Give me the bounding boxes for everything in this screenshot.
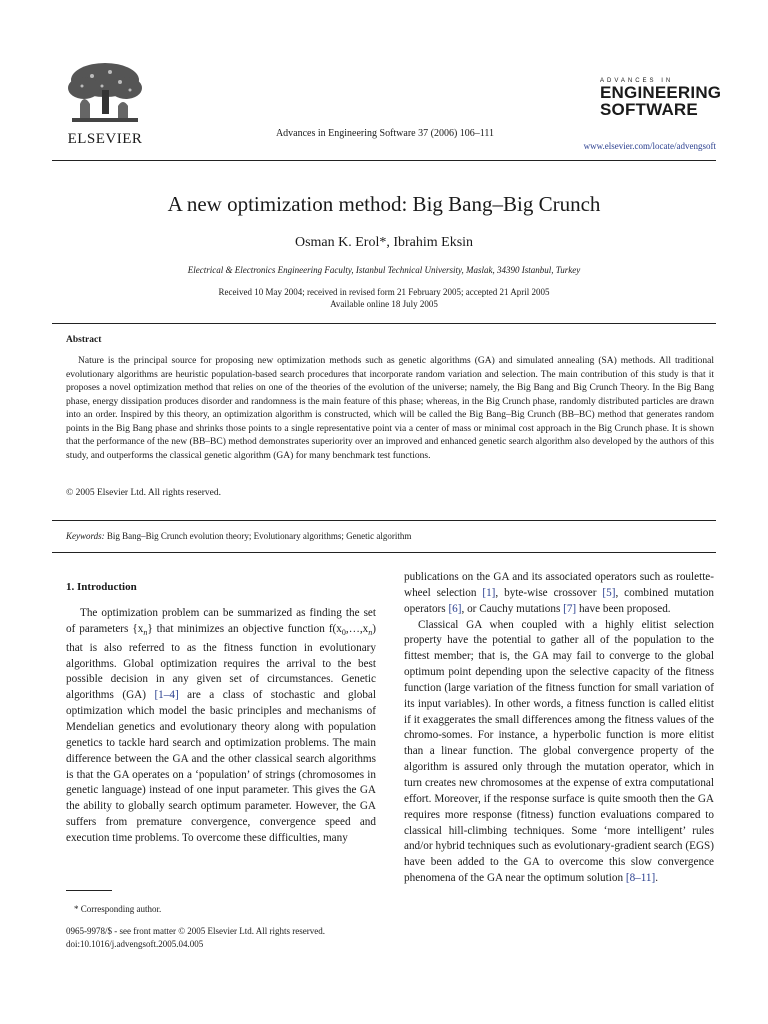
doi: doi:10.1016/j.advengsoft.2005.04.005 (66, 938, 204, 949)
elsevier-tree-logo-icon (62, 60, 148, 124)
intro-paragraph-1: The optimization problem can be summarized as finding the set of parameters $\{x_n\}$ that minimizes an objective function $f(x_0,\dots,x_n)$ that is also referred to as the fitness function in evolutionary algorithms. Global optimization requires the arrival to the best possible decision in any given set of circumstances. Genetic algorithms (GA) [1–4] are a class of stochastic and global optimization which model the basic principles and mechanisms of Mendelian genetics and evolutionary theory along with population genetics to tackle hard search and optimization problems. The main difference between the GA and the other classical search algorithms is that the GA operates on a ‘population’ of strings (chromosomes in genetic language) instead of one input parameter. This gives the GA the ability to globally search optimum parameter. However, the GA suffers from premature convergence, convergence speed and execution time problems. To overcome these difficulties, many (66, 606, 376, 844)
journal-brand-line2: SOFTWARE (600, 100, 698, 119)
keywords (66, 531, 714, 541)
publisher-logo (62, 60, 148, 148)
front-matter (66, 925, 386, 950)
journal-citation: Advances in Engineering Software 37 (2006) 106–111 (275, 128, 495, 139)
publisher-name: ELSEVIER (67, 131, 143, 147)
journal-url-link[interactable]: www.elsevier.com/locate/advengsoft (583, 141, 716, 151)
intro-paragraph-continued: publications on the GA and its associated operators such as roulette-wheel selection [1], byte-wise crossover [5], combined mutation operators [6], or Cauchy mutations [7] have been proposed. (404, 571, 714, 615)
article-title: A new optimization method: Big Bang–Big Crunch (167, 192, 601, 216)
keywords-label: Keywords: (66, 531, 105, 541)
abstract-heading: Abstract (66, 335, 102, 345)
keywords-list: Big Bang–Big Crunch evolution theory; Evolutionary algorithms; Genetic algorithm (106, 531, 412, 541)
article-dates (52, 286, 716, 310)
issn-copyright: 0965-9978/$ - see front matter © 2005 Elsevier Ltd. All rights reserved. (66, 926, 326, 936)
footnote-rule (66, 890, 112, 891)
journal-brand (600, 78, 720, 118)
journal-brand-top: ADVANCES IN (600, 78, 674, 84)
intro-paragraph-2: Classical GA when coupled with a highly elitist selection property have the potential to gather all of the population to the fittest member; that is, the GA may fail to converge to the global optimum point depending upon the selective capacity of the fitness function (large variation of the fitness function for small variation of its input variables). In other words, a fitness function is called elitist if it exaggerates the small differences among the fitness values of the chromo-somes. For instance, a hyperbolic function is more elitist than a linear function. The global convergence property of the algorithm is assured only through the mutation operator, which in turn creates new chromosomes at the expense of extra computational effort. Moreover, if the response surface is quite smooth then the GA requires more response (fitness) function evaluations compared to classical hill-climbing techniques. Some ‘more intelligent’ rules and/or hybrid techniques such as evolutionary-gradient search (EGS) have been added to the GA to overcome this slow convergence phenomena of the GA near the optimum solution [8–11]. (404, 618, 714, 885)
author-affiliation: Electrical & Electronics Engineering Faculty, Istanbul Technical University, Maslak, 34390 Istanbul, Turkey (187, 265, 581, 275)
available-online: Available online 18 July 2005 (330, 299, 438, 309)
citation-link[interactable]: [1–4] (154, 689, 179, 702)
citation-link[interactable]: [6] (448, 602, 462, 615)
citation-link[interactable]: [8–11] (625, 872, 656, 885)
received-dates: Received 10 May 2004; received in revised form 21 February 2005; accepted 21 April 2005 (218, 287, 550, 297)
keywords-rule (52, 552, 716, 553)
abstract-bottom-rule (52, 520, 716, 521)
abstract-copyright: © 2005 Elsevier Ltd. All rights reserved. (66, 488, 221, 498)
left-column (66, 580, 376, 847)
article-authors: Osman K. Erol*, Ibrahim Eksin (294, 235, 474, 250)
header-rule (52, 160, 716, 161)
corresponding-author-footnote: * Corresponding author. (74, 904, 162, 914)
citation-link[interactable]: [7] (563, 602, 577, 615)
abstract-top-rule (52, 323, 716, 324)
citation-link[interactable]: [5] (602, 586, 616, 599)
citation-link[interactable]: [1] (482, 586, 496, 599)
abstract-body: Nature is the principal source for proposing new optimization methods such as genetic algorithms (GA) and simulated annealing (SA) methods. All traditional evolutionary algorithms are heuristic population-based search procedures that incorporate random variation and selection. The main contribution of this study is that it proposes a novel optimization method that relies on one of the theories of the evolution of the universe; namely, the Big Bang and Big Crunch Theory. In the Big Bang phase, energy dissipation produces disorder and randomness is the main feature of this phase; whereas, in the Big Crunch phase, randomly distributed particles are drawn into an order. Inspired by this theory, an optimization algorithm is constructed, which will be called the Big Bang–Big Crunch (BB–BC) method that generates random points in the Big Bang phase and shrinks those points to a single representative point via a center of mass or minimal cost approach in the Big Crunch phase. It is shown that the performance of the new (BB–BC) method demonstrates superiority over an improved and enhanced genetic search algorithm also developed by the authors of this study, and outperforms the classical genetic algorithm (GA) for many benchmark test functions. (66, 356, 714, 461)
section-heading: 1. Introduction (66, 581, 137, 593)
journal-brand-line1: ENGINEERING (600, 83, 722, 102)
right-column (404, 570, 714, 887)
